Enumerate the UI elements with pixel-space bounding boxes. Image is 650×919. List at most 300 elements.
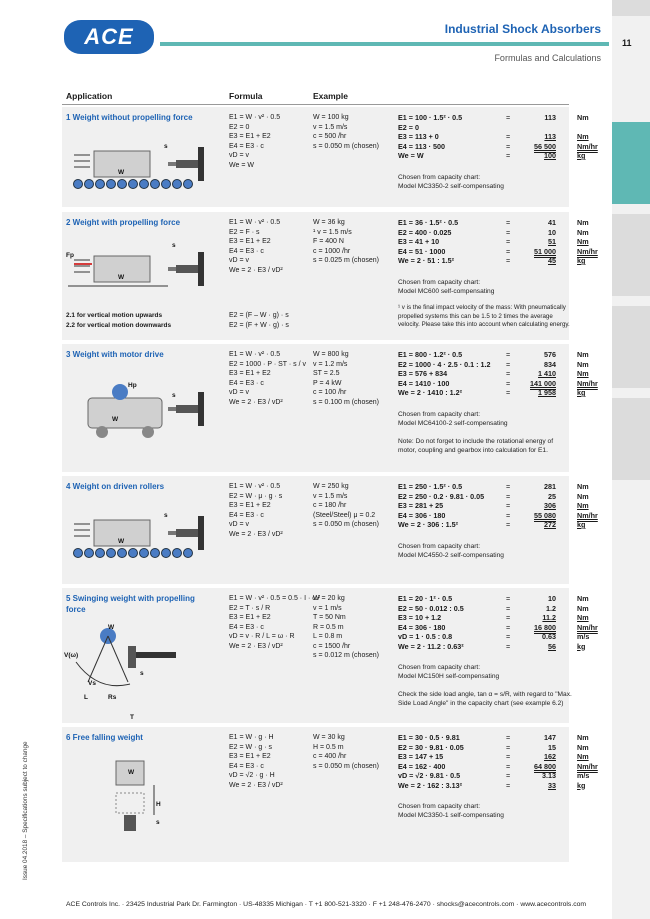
example-line: s = 0.012 m (chosen) — [313, 652, 379, 659]
sub-case-formula: E2 = (F – W · g) · s — [229, 312, 289, 319]
formula-line: E4 = E3 · c — [229, 762, 264, 770]
example-line: W = 250 kg — [313, 483, 349, 490]
notes — [398, 542, 573, 560]
formula-line: E1 = W · v² · 0.5 — [229, 483, 281, 490]
note-line: Model MC3350-2 self-compensating — [398, 182, 504, 190]
result-equals: = — [506, 622, 511, 632]
result-equals: = — [506, 752, 511, 761]
formula-line: E4 = E3 · c — [229, 247, 264, 255]
result-value: 56 500 — [534, 141, 556, 151]
result-expression: vD = √2 · 9.81 · 0.5 — [398, 771, 461, 780]
result-unit: Nm/hr — [577, 378, 598, 388]
result-value: 16 800 — [534, 622, 556, 632]
result-expression: E3 = 576 + 834 — [398, 369, 448, 378]
note-line — [398, 681, 573, 690]
footnote-line: velocity. Please take this into account when calculating energy. — [398, 321, 570, 328]
result-unit: Nm — [577, 218, 589, 227]
result-value: 25 — [548, 491, 556, 501]
result-list — [398, 594, 608, 651]
result-unit: Nm — [577, 491, 589, 501]
formula-line: vD = v — [229, 152, 250, 159]
result-expression: E2 = 400 · 0.025 — [398, 227, 452, 237]
page-title: Industrial Shock Absorbers — [444, 22, 601, 36]
result-unit: Nm — [577, 359, 589, 369]
example-line: W = 100 kg — [313, 114, 349, 121]
example-line: s = 0.025 m (chosen) — [313, 257, 379, 264]
result-equals: = — [506, 771, 511, 780]
result-equals: = — [506, 594, 511, 603]
result-row — [398, 771, 608, 781]
result-expression: E4 = 1410 · 100 — [398, 378, 450, 388]
example-line: c = 500 /hr — [313, 133, 347, 140]
formula-line: vD = v — [229, 389, 250, 396]
result-unit: Nm/hr — [577, 622, 598, 632]
result-expression: E2 = 1000 · 4 · 2.5 · 0.1 : 1.2 — [398, 359, 491, 369]
result-equals: = — [506, 603, 511, 613]
section-title: 3 Weight with motor drive — [66, 350, 164, 359]
result-row — [398, 762, 608, 772]
note-line: Model MC64100-2 self-compensating — [398, 419, 508, 427]
formula-line: We = W — [229, 161, 254, 169]
note-line: Chosen from capacity chart: — [398, 173, 481, 181]
example-line: L = 0.8 m — [313, 633, 343, 640]
diagram-section-1 — [68, 137, 208, 212]
example-line: T = 50 Nm — [313, 614, 346, 621]
example-line: c = 1000 /hr — [313, 247, 351, 255]
result-list — [398, 482, 608, 530]
result-row — [398, 151, 608, 161]
result-equals: = — [506, 641, 511, 651]
formula-list — [229, 482, 283, 539]
note-line: Check the side load angle, tan α = s/R, with regard to "Max. — [398, 691, 572, 698]
example-line: v = 1 m/s — [313, 604, 342, 612]
result-row — [398, 501, 608, 511]
formula-line: E2 = 0 — [229, 123, 250, 131]
formula-line: E1 = W · v² · 0.5 = 0.5 · I · ω² — [229, 595, 321, 602]
result-expression: E1 = 100 · 1.5² · 0.5 — [398, 113, 463, 122]
result-row — [398, 613, 608, 623]
result-value: 56 — [548, 641, 556, 651]
diagram-label: Vs — [88, 680, 96, 687]
diagram-label: W — [118, 274, 125, 281]
result-expression: We = 2 · 1410 : 1.2² — [398, 388, 462, 397]
result-equals: = — [506, 632, 511, 641]
result-equals: = — [506, 113, 511, 122]
section-title: 6 Free falling weight — [66, 733, 143, 742]
result-equals: = — [506, 733, 511, 742]
result-expression: E1 = 36 · 1.5² · 0.5 — [398, 218, 459, 227]
result-unit: Nm — [577, 742, 589, 752]
result-value: 3.13 — [542, 771, 556, 780]
notes — [398, 802, 573, 820]
formula-line: E1 = W · v² · 0.5 — [229, 114, 281, 121]
page-number: 11 — [622, 38, 632, 48]
formula-list — [229, 733, 283, 790]
result-unit: kg — [577, 520, 586, 529]
result-row — [398, 113, 608, 123]
example-line: c = 1500 /hr — [313, 642, 351, 650]
result-row — [398, 218, 608, 228]
result-value: 45 — [548, 256, 556, 265]
formula-line: E2 = T · s / R — [229, 604, 271, 612]
formula-list — [229, 113, 280, 170]
formula-line: E3 = E1 + E2 — [229, 753, 271, 760]
diagram-section-3 — [68, 374, 208, 449]
example-line: v = 1.2 m/s — [313, 360, 348, 368]
header-rule — [62, 104, 569, 105]
diagram-label: s — [164, 143, 168, 150]
result-expression: E3 = 147 + 15 — [398, 752, 444, 761]
note-line: Chosen from capacity chart: — [398, 278, 481, 286]
result-value: 51 000 — [534, 246, 556, 256]
example-line: c = 400 /hr — [313, 753, 347, 760]
result-unit: Nm — [577, 594, 589, 603]
side-tab[interactable] — [612, 398, 650, 480]
result-row — [398, 642, 608, 652]
formula-line: E3 = E1 + E2 — [229, 370, 271, 377]
result-unit: Nm — [577, 237, 589, 246]
column-header-application: Application — [66, 91, 113, 101]
result-unit: Nm/hr — [577, 141, 598, 151]
result-unit: Nm — [577, 350, 589, 359]
result-value: 113 — [544, 113, 556, 122]
result-value: 55 080 — [534, 510, 556, 520]
formula-line: E4 = E3 · c — [229, 379, 264, 387]
example-line: H = 0.5 m — [313, 743, 344, 751]
example-list — [313, 733, 379, 771]
notes — [398, 663, 573, 708]
result-value: 1 410 — [538, 369, 556, 378]
result-expression: We = 2 · 11.2 : 0.63² — [398, 641, 464, 651]
result-unit: Nm — [577, 482, 589, 491]
result-unit: Nm — [577, 733, 589, 742]
notes — [398, 173, 573, 191]
result-unit: Nm/hr — [577, 761, 598, 771]
result-row — [398, 256, 608, 266]
note-line: Side Load Angle" in the capacity chart (see example 6.2) — [398, 700, 564, 707]
result-expression: vD = 1 · 0.5 : 0.8 — [398, 632, 453, 641]
result-row — [398, 482, 608, 492]
example-list — [313, 113, 379, 151]
result-unit: kg — [577, 151, 586, 160]
result-value: 11.2 — [542, 613, 556, 622]
result-expression: E4 = 51 · 1000 — [398, 246, 446, 256]
result-value: 1.2 — [546, 603, 556, 613]
section-title: 5 Swinging weight with propelling force — [66, 594, 195, 614]
result-value: 281 — [544, 482, 556, 491]
result-equals: = — [506, 388, 511, 397]
diagram-label: H — [156, 801, 161, 808]
example-line: c = 100 /hr — [313, 389, 347, 396]
result-expression: E2 = 50 · 0.012 : 0.5 — [398, 603, 464, 613]
example-list — [313, 218, 379, 266]
formula-list — [229, 594, 320, 651]
formula-line: We = 2 · E3 / vD² — [229, 530, 283, 538]
result-equals: = — [506, 501, 511, 510]
result-equals: = — [506, 227, 511, 237]
result-expression: E2 = 250 · 0.2 · 9.81 · 0.05 — [398, 491, 485, 501]
diagram-label: Hp — [128, 382, 137, 389]
formula-line: E1 = W · v² · 0.5 — [229, 219, 281, 226]
diagram-label: s — [164, 512, 168, 519]
result-value: 41 — [548, 218, 556, 227]
result-value: 0.63 — [542, 632, 556, 641]
example-line: W = 20 kg — [313, 595, 345, 602]
sub-case-formula: E2 = (F + W · g) · s — [229, 322, 289, 329]
diagram-section-4 — [68, 506, 208, 581]
example-line: v = 1.5 m/s — [313, 123, 348, 131]
side-note: Issue 04.2018 – Specifications subject to change — [22, 741, 29, 880]
result-unit: Nm/hr — [577, 246, 598, 256]
result-unit: m/s — [577, 771, 590, 780]
note-line: Note: Do not forget to include the rotational energy of — [398, 437, 554, 445]
formula-line: E4 = E3 · c — [229, 142, 264, 150]
formula-line: E2 = F · s — [229, 228, 260, 236]
result-value: 64 800 — [534, 761, 556, 771]
example-line: W = 800 kg — [313, 351, 349, 358]
formula-list — [229, 350, 306, 407]
note-line: Model MC4550-2 self-compensating — [398, 551, 504, 559]
diagram-label: W — [108, 624, 115, 631]
formula-line: vD = v · R / L = ω · R — [229, 633, 295, 640]
diagram-section-6 — [68, 757, 208, 832]
result-list — [398, 113, 608, 161]
result-value: 100 — [544, 151, 556, 160]
example-line: v = 1.5 m/s — [313, 492, 348, 500]
result-equals: = — [506, 520, 511, 529]
result-expression: E1 = 20 · 1² · 0.5 — [398, 594, 453, 603]
result-equals: = — [506, 761, 511, 771]
result-value: 834 — [544, 359, 556, 369]
result-row — [398, 132, 608, 142]
diagram-label: s — [172, 242, 176, 249]
diagram-label: W — [112, 416, 119, 423]
result-row — [398, 247, 608, 257]
formula-line: We = 2 · E3 / vD² — [229, 266, 283, 274]
ace-logo[interactable]: ACE — [64, 20, 154, 54]
result-value: 162 — [544, 752, 556, 761]
note-line: Chosen from capacity chart: — [398, 803, 481, 810]
result-expression: E4 = 162 · 400 — [398, 761, 446, 771]
result-equals: = — [506, 491, 511, 501]
formula-line: E3 = E1 + E2 — [229, 502, 271, 509]
example-line: c = 180 /hr — [313, 502, 347, 509]
side-tab[interactable] — [612, 306, 650, 388]
section-title: 2 Weight with propelling force — [66, 218, 181, 227]
result-equals: = — [506, 256, 511, 265]
result-unit: Nm — [577, 613, 589, 622]
result-row — [398, 142, 608, 152]
result-unit: m/s — [577, 632, 590, 641]
note-line: Model MC600 self-compensating — [398, 287, 495, 295]
result-value: 272 — [544, 520, 556, 529]
result-row — [398, 379, 608, 389]
result-unit: kg — [577, 641, 586, 651]
note-line — [398, 428, 573, 437]
result-value: 141 000 — [530, 378, 556, 388]
formula-line: E2 = W · g · s — [229, 743, 272, 751]
result-value: 1 958 — [538, 388, 556, 397]
formula-line: We = 2 · E3 / vD² — [229, 642, 283, 650]
result-unit: Nm — [577, 113, 589, 122]
note-line: Model MC3350-1 self-compensating — [398, 812, 504, 819]
result-row — [398, 733, 608, 743]
example-list — [313, 482, 379, 530]
result-expression: E1 = 30 · 0.5 · 9.81 — [398, 733, 460, 742]
result-list — [398, 733, 608, 790]
result-row — [398, 752, 608, 762]
result-row — [398, 594, 608, 604]
result-expression: E2 = 30 · 9.81 · 0.05 — [398, 742, 464, 752]
diagram-label: W — [128, 769, 135, 776]
side-tab-active[interactable] — [612, 122, 650, 204]
example-line: ¹ v = 1.5 m/s — [313, 228, 352, 236]
result-unit: Nm — [577, 752, 589, 761]
diagram-section-2 — [68, 242, 208, 317]
example-line: P = 4 kW — [313, 379, 342, 387]
result-row — [398, 520, 608, 530]
result-equals: = — [506, 141, 511, 151]
formula-list — [229, 218, 283, 275]
formula-line: vD = √2 · g · H — [229, 772, 275, 779]
footnote-line: ¹ v is the final impact velocity of the mass: With pneumatically — [398, 304, 566, 311]
formula-line: vD = v — [229, 521, 250, 528]
example-list — [313, 350, 379, 407]
result-row — [398, 369, 608, 379]
side-tab[interactable] — [612, 214, 650, 296]
sub-case-label: 2.1 for vertical motion upwards — [66, 312, 163, 319]
result-unit: kg — [577, 388, 586, 397]
result-list — [398, 218, 608, 266]
footnote — [398, 304, 578, 330]
sub-case-label: 2.2 for vertical motion downwards — [66, 322, 172, 329]
result-unit: Nm — [577, 132, 589, 141]
result-equals: = — [506, 359, 511, 369]
result-expression: E3 = 41 + 10 — [398, 237, 440, 246]
result-unit: Nm — [577, 603, 589, 613]
example-line: s = 0.050 m (chosen) — [313, 762, 379, 770]
result-row — [398, 123, 608, 133]
footer-address: ACE Controls Inc. · 23425 Industrial Park Dr. Farmington · US-48335 Michigan · T +1 800-521-3320 · F +1 248-476-2470 · shocks@acecontrols.com · www.acecontrols.com — [66, 901, 587, 908]
result-equals: = — [506, 369, 511, 378]
result-row — [398, 388, 608, 398]
result-row — [398, 350, 608, 360]
formula-line: E2 = 1000 · P · ST · s / v — [229, 360, 306, 368]
note-line: Model MC150H self-compensating — [398, 673, 500, 680]
result-equals: = — [506, 218, 511, 227]
result-expression: E4 = 306 · 180 — [398, 622, 446, 632]
example-list — [313, 594, 379, 661]
result-expression: We = 2 · 162 : 3.13² — [398, 780, 462, 790]
result-row — [398, 623, 608, 633]
result-expression: E3 = 10 + 1.2 — [398, 613, 442, 622]
result-equals: = — [506, 378, 511, 388]
result-expression: E1 = 250 · 1.5² · 0.5 — [398, 482, 463, 491]
example-line: s = 0.050 m (chosen) — [313, 142, 379, 150]
result-expression: We = W — [398, 151, 424, 160]
footnote-line: propelled systems this can be 1.5 to 2 times the average — [398, 312, 553, 320]
result-value: 576 — [544, 350, 556, 359]
result-expression: E4 = 306 · 180 — [398, 510, 446, 520]
result-equals: = — [506, 132, 511, 141]
result-expression: E2 = 0 — [398, 122, 419, 132]
formula-line: E1 = W · v² · 0.5 — [229, 351, 281, 358]
result-row — [398, 360, 608, 370]
result-value: 147 — [544, 733, 556, 742]
result-unit: Nm — [577, 369, 589, 378]
result-equals: = — [506, 742, 511, 752]
diagram-label: Fp — [66, 252, 74, 259]
formula-line: E3 = E1 + E2 — [229, 614, 271, 621]
formula-line: E2 = W · μ · g · s — [229, 492, 283, 500]
example-line: W = 30 kg — [313, 734, 345, 741]
side-tab[interactable] — [612, 0, 650, 16]
result-value: 33 — [548, 780, 556, 790]
diagram-label: L — [84, 694, 88, 701]
note-line: Chosen from capacity chart: — [398, 664, 481, 671]
diagram-label: W — [118, 538, 125, 545]
diagram-label: s — [172, 392, 176, 399]
formula-line: E4 = E3 · c — [229, 511, 264, 519]
section-title: 4 Weight on driven rollers — [66, 482, 165, 491]
example-line: W = 36 kg — [313, 219, 345, 226]
example-line: s = 0.050 m (chosen) — [313, 521, 379, 528]
result-equals: = — [506, 482, 511, 491]
result-unit: Nm/hr — [577, 510, 598, 520]
diagram-label: s — [140, 670, 144, 677]
example-line: F = 400 N — [313, 238, 344, 245]
result-row — [398, 511, 608, 521]
example-line: ST = 2.5 — [313, 370, 340, 377]
formula-line: We = 2 · E3 / vD² — [229, 781, 283, 789]
result-equals: = — [506, 510, 511, 520]
result-value: 10 — [548, 227, 556, 237]
result-unit: Nm — [577, 227, 589, 237]
result-expression: E1 = 800 · 1.2² · 0.5 — [398, 350, 463, 359]
note-line: Chosen from capacity chart: — [398, 410, 481, 418]
diagram-label: V(ω) — [64, 652, 79, 659]
note-line: motor, coupling and gearbox into calculation for E1. — [398, 446, 548, 454]
formula-line: We = 2 · E3 / vD² — [229, 398, 283, 406]
result-expression: E3 = 281 + 25 — [398, 501, 444, 510]
result-row — [398, 492, 608, 502]
diagram-label: Rs — [108, 694, 117, 701]
example-line: (Steel/Steel) μ = 0.2 — [313, 511, 376, 519]
result-value: 15 — [548, 742, 556, 752]
formula-line: E3 = E1 + E2 — [229, 133, 271, 140]
example-line: R = 0.5 m — [313, 623, 344, 631]
result-equals: = — [506, 613, 511, 622]
result-expression: We = 2 · 306 : 1.5² — [398, 520, 458, 529]
result-equals: = — [506, 780, 511, 790]
note-line: Chosen from capacity chart: — [398, 542, 481, 550]
result-row — [398, 237, 608, 247]
result-row — [398, 632, 608, 642]
result-equals: = — [506, 237, 511, 246]
formula-line: E3 = E1 + E2 — [229, 238, 271, 245]
result-value: 10 — [548, 594, 556, 603]
result-value: 51 — [548, 237, 556, 246]
notes — [398, 410, 573, 455]
result-unit: Nm — [577, 501, 589, 510]
result-unit: kg — [577, 256, 586, 265]
result-row — [398, 604, 608, 614]
section-title: 1 Weight without propelling force — [66, 113, 193, 122]
result-equals: = — [506, 350, 511, 359]
diagram-label: W — [118, 169, 125, 176]
page-subtitle: Formulas and Calculations — [494, 53, 601, 63]
diagram-label: s — [156, 819, 160, 826]
